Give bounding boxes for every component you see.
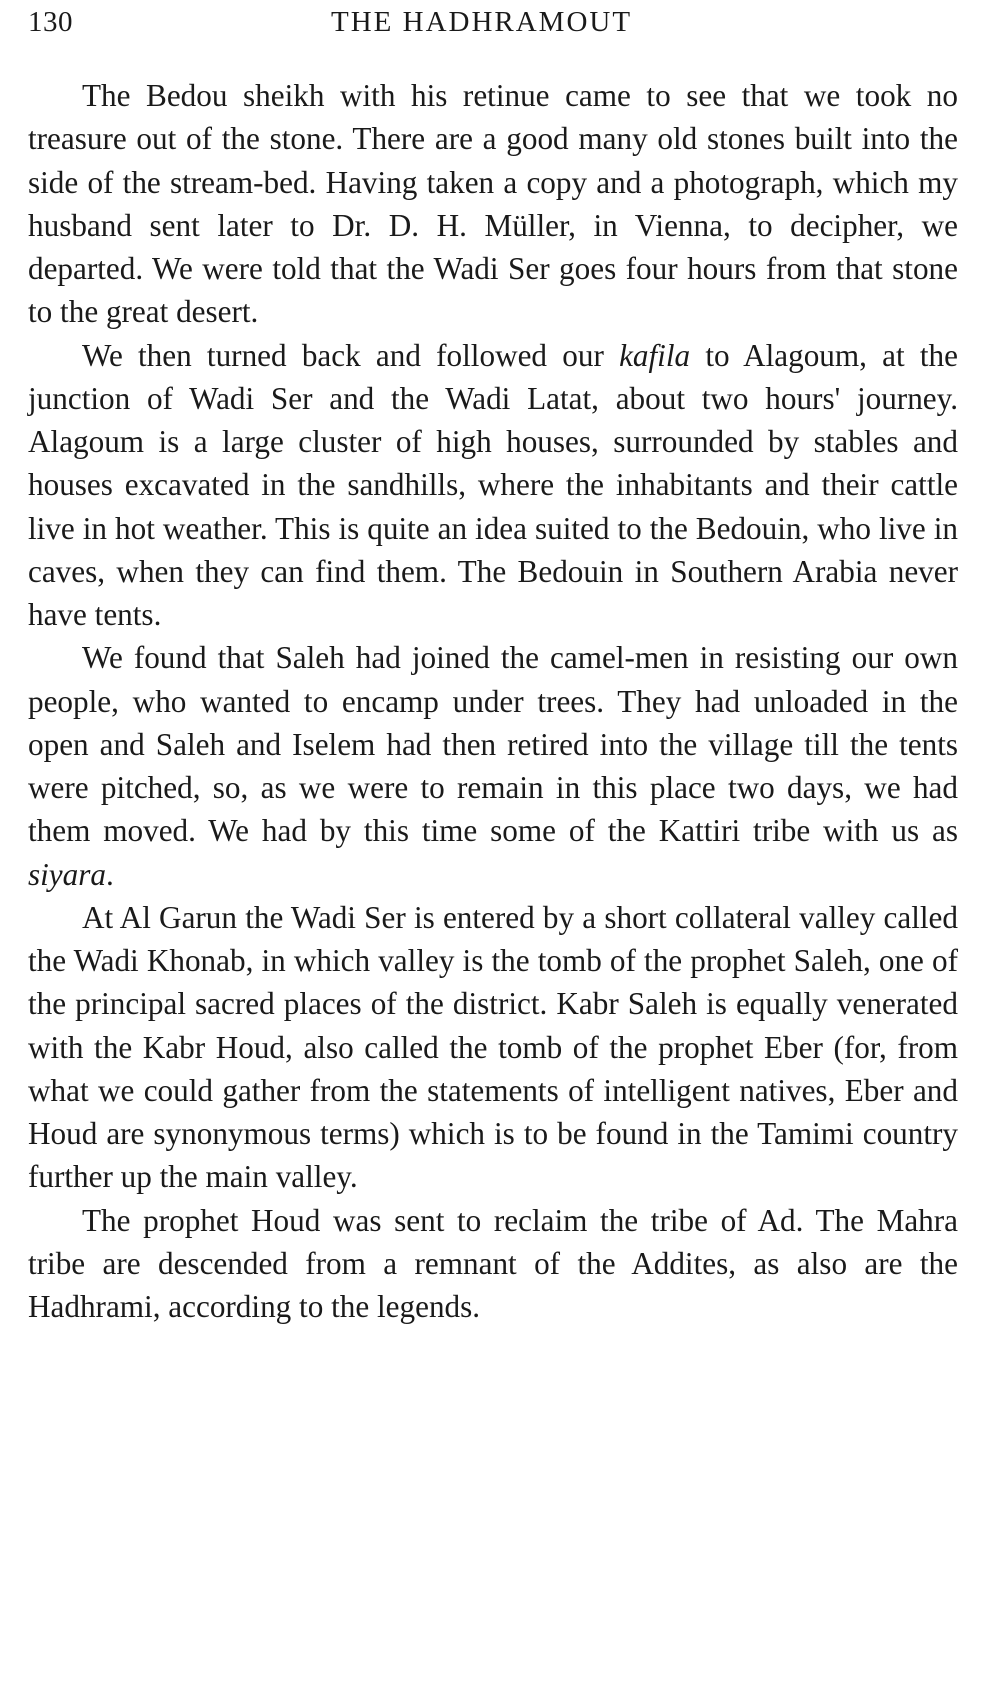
body-text: [28, 74, 958, 1328]
paragraph-5: [28, 1199, 958, 1329]
paragraph-text: The Bedou sheikh with his retinue came to see that we took no treasure out of the stone. There are a good many old stones built into the side of the stream-bed. Having taken a copy and a photograph, which my husband sent later to Dr. D. H. Müller, in Vienna, to decipher, we departed. We were told that the Wadi Ser goes four hours from that stone to the great desert.: [28, 78, 958, 330]
paragraph-3: [28, 636, 958, 896]
paragraph-text: The prophet Houd was sent to reclaim the tribe of Ad. The Mahra tribe are descended from a remnant of the Addites, as also are the Hadhrami, according to the legends.: [28, 1202, 958, 1324]
paragraph-1: [28, 74, 958, 334]
paragraph-text: to Alagoum, at the junction of Wadi Ser and the Wadi Latat, about two hours' journey. Alagoum is a large cluster of high houses, surrounded by stables and houses excavated in the sandhills, where the inhabitants and their cattle live in hot weather. This is quite an idea suited to the Bedouin, who live in caves, when they can find them. The Bedouin in Southern Arabia never have tents.: [28, 337, 958, 632]
paragraph-2: [28, 334, 958, 637]
running-head: [28, 6, 988, 46]
italic-term-kafila: kafila: [619, 337, 691, 373]
italic-term-siyara: siyara: [28, 856, 106, 892]
paragraph-text: We then turned back and followed our: [82, 337, 620, 373]
paragraph-4: [28, 896, 958, 1199]
paragraph-text: At Al Garun the Wadi Ser is entered by a short collateral valley called the Wadi Khonab, in which valley is the tomb of the prophet Saleh, one of the principal sacred places of the district. Kabr Saleh is equally venerated with the Kabr Houd, also called the tomb of the prophet Eber (for, from what we could gather from the statements of intelligent natives, Eber and Houd are synonymous terms) which is to be found in the Tamimi country further up the main valley.: [28, 899, 958, 1195]
paragraph-text: We found that Saleh had joined the camel-men in resisting our own people, who wanted to encamp under trees. They had unloaded in the open and Saleh and Iselem had then retired into the village till the tents were pitched, so, as we were to remain in this place two days, we had them moved. We had by this time some of the Kattiri tribe with us as: [28, 640, 958, 849]
running-title: THE HADHRAMOUT: [331, 6, 633, 38]
paragraph-text: .: [105, 856, 114, 892]
page-number: 130: [28, 6, 73, 38]
